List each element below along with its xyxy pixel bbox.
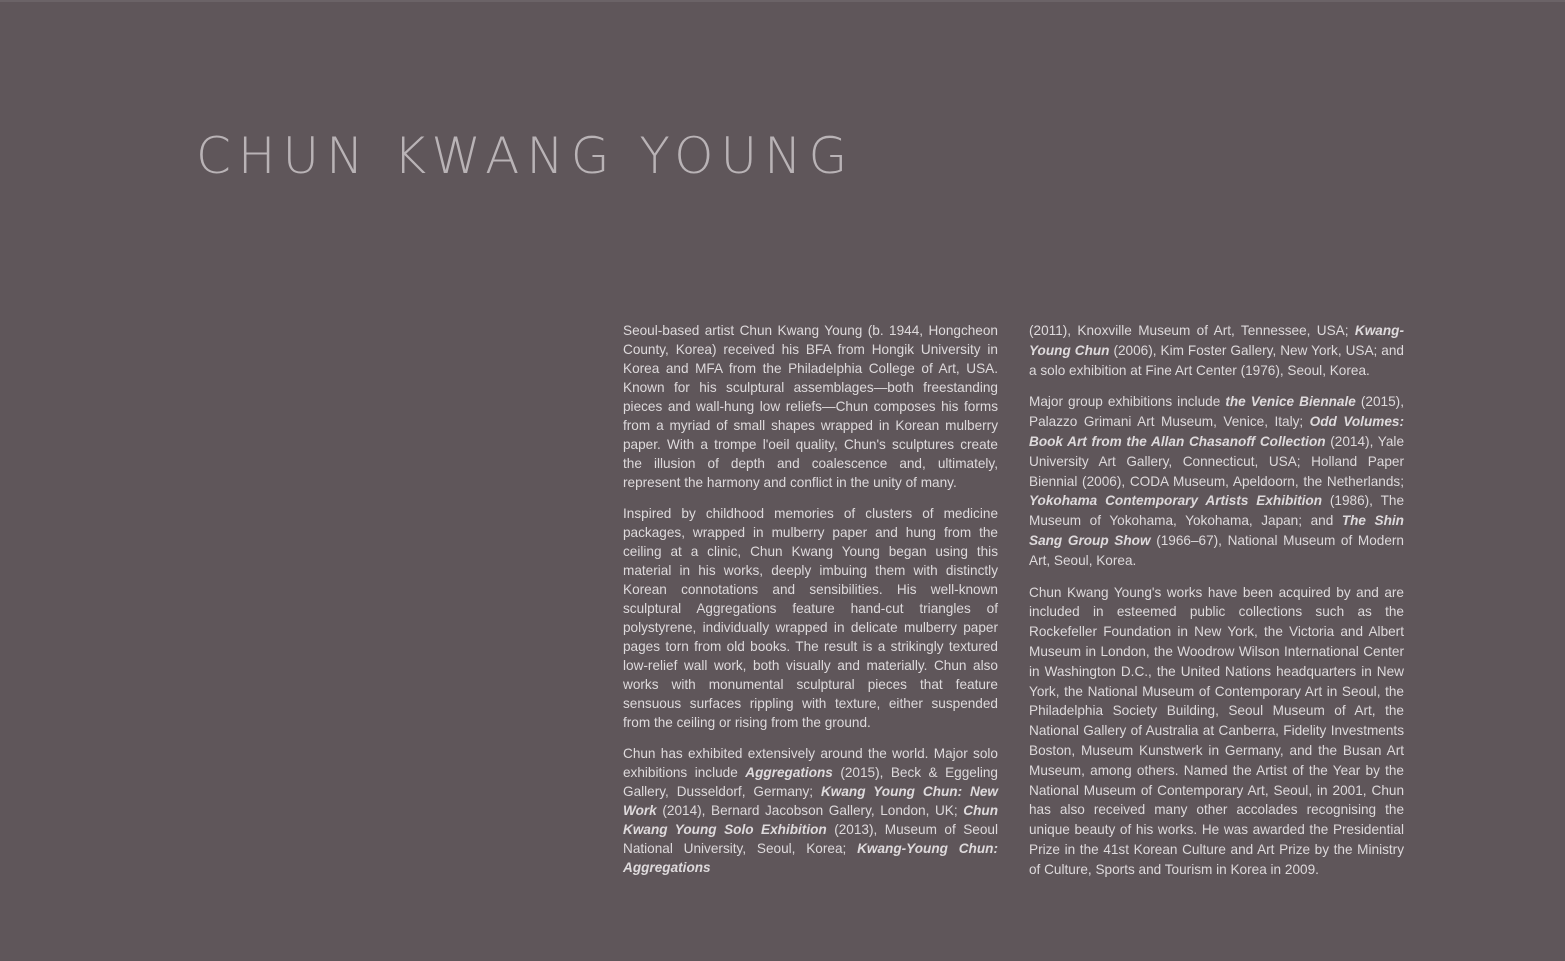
biography-paragraph-6: Chun Kwang Young's works have been acquired by and are included in esteemed public collections such as the Rockefeller Foundation in New York, the Victoria and Albert Museum in London, the Woodrow Wilson International Center in Washington D.C., the United Nations headquarters in New York, the National Museum of Contemporary Art in Seoul, the Philadelphia Society Building, Seoul Museum of Art, the National Gallery of Australia at Canberra, Fidelity Investments Boston, Museum Kunstwerk in Germany, and the Busan Art Museum, among others. Named the Artist of the Year by the National Museum of Contemporary Art, Seoul, in 2001, Chun has also received many other accolades recognising the unique beauty of his works. He was awarded the Presidential Prize in the 41st Korean Culture and Art Prize by the Ministry of Culture, Sports and Tourism in Korea in 2009. bbox=[1029, 584, 1404, 877]
biography-paragraph-1: Seoul-based artist Chun Kwang Young (b. 1944, Hongcheon County, Korea) received his BFA from Hongik University in Korea and MFA from the Philadelphia College of Art, USA. Known for his sculptural assemblages—both freestanding pieces and wall-hung low reliefs—Chun composes his forms from a myriad of small shapes wrapped in Korean mulberry paper. With a trompe l'oeil quality, Chun's sculptures create the illusion of depth and coalescence and, ultimately, represent the harmony and conflict in the unity of many. bbox=[623, 323, 998, 490]
biography-paragraph-2: Inspired by childhood memories of clusters of medicine packages, wrapped in mulberry paper and hung from the ceiling at a clinic, Chun Kwang Young began using this material in his works, deeply imbuing them with distinctly Korean connotations and sensibilities. His well-known sculptural Aggregations feature hand-cut triangles of polystyrene, individually wrapped in delicate mulberry paper pages torn from old books. The result is a strikingly textured low-relief wall work, both visually and materially. Chun also works with monumental sculptural pieces that feature sensuous surfaces rippling with texture, either suspended from the ceiling or rising from the ground. bbox=[623, 506, 998, 730]
exhibition-title: The Shin Sang Group Show bbox=[1029, 513, 1404, 548]
exhibition-title: Kwang Young Chun: New Work bbox=[623, 784, 998, 818]
text-run: Chun has exhibited extensively around the world. Major solo exhibitions include bbox=[623, 746, 998, 780]
text-run: (2015), Beck & Eggeling Gallery, Dusseldorf, Germany; bbox=[623, 765, 998, 799]
text-run: Major group exhibitions include bbox=[1029, 394, 1226, 410]
biography-paragraph-3 bbox=[623, 744, 998, 877]
text-run: (2006), Kim Foster Gallery, New York, USA; and a solo exhibition at Fine Art Center (1976), Seoul, Korea. bbox=[1029, 342, 1404, 378]
left-column bbox=[623, 321, 998, 889]
biography-paragraph-4 bbox=[1029, 321, 1404, 380]
exhibition-title: Aggregations bbox=[745, 765, 833, 780]
exhibition-title: Odd Volumes: Book Art from the Allan Chasanoff Collection bbox=[1029, 414, 1404, 449]
exhibition-title: the Venice Biennale bbox=[1225, 394, 1356, 410]
right-column bbox=[1029, 321, 1404, 892]
exhibition-title: Yokohama Contemporary Artists Exhibition bbox=[1029, 493, 1323, 509]
exhibition-title: Kwang-Young Chun bbox=[1029, 323, 1404, 358]
text-run: (2014), Yale University Art Gallery, Connecticut, USA; Holland Paper Biennial (2006), CODA Museum, Apeldoorn, the Netherlands; bbox=[1029, 433, 1405, 489]
exhibition-title: Chun Kwang Young Solo Exhibition bbox=[623, 803, 998, 837]
exhibition-title: Kwang-Young Chun: Aggregations bbox=[623, 841, 998, 875]
text-run: (2013), Museum of Seoul National University, Seoul, Korea; bbox=[623, 822, 998, 856]
biography-paragraph-5 bbox=[1029, 392, 1404, 570]
text-run: (1966–67), National Museum of Modern Art, Seoul, Korea. bbox=[1029, 532, 1404, 568]
text-run: (2015), Palazzo Grimani Art Museum, Venice, Italy; bbox=[1029, 394, 1404, 430]
page-title: CHUN KWANG YOUNG bbox=[196, 127, 855, 185]
text-run: (2014), Bernard Jacobson Gallery, London, UK; bbox=[656, 803, 964, 818]
text-run: (1986), The Museum of Yokohama, Yokohama, Japan; and bbox=[1029, 493, 1404, 529]
text-run: (2011), Knoxville Museum of Art, Tennessee, USA; bbox=[1029, 323, 1355, 338]
